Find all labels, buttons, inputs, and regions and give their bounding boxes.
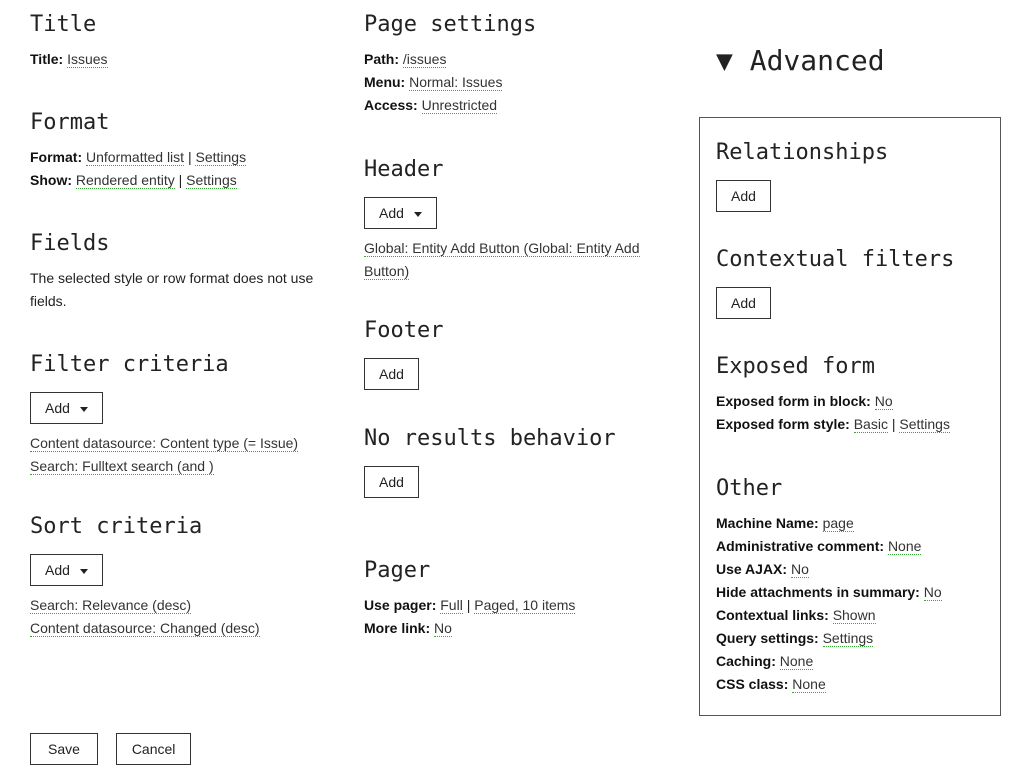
label: Exposed form style: <box>716 416 850 432</box>
section-heading: No results behavior <box>364 426 616 451</box>
sort-item[interactable]: Search: Relevance (desc) <box>30 597 192 613</box>
contextual-filters-section <box>716 247 954 327</box>
section-heading: Other <box>716 476 783 501</box>
label: Use AJAX: <box>716 561 788 577</box>
label: Administrative comment: <box>716 538 885 554</box>
label: Contextual links: <box>716 607 829 623</box>
exposed-block-link[interactable]: No <box>874 393 893 409</box>
label: Menu: <box>364 74 406 90</box>
label: Hide attachments in summary: <box>716 584 920 600</box>
query-settings-link[interactable]: Settings <box>822 630 874 646</box>
section-heading: Title <box>30 12 97 37</box>
title-link[interactable]: Issues <box>67 51 108 67</box>
sort-section <box>30 514 260 640</box>
section-heading: Relationships <box>716 140 889 165</box>
label: Path: <box>364 51 399 67</box>
separator: | <box>887 416 900 432</box>
separator: | <box>184 149 196 165</box>
other-section <box>716 476 942 696</box>
header-item[interactable]: Global: Entity Add Button (Global: Entity Add Button) <box>364 240 640 279</box>
title-section <box>30 12 108 71</box>
label: More link: <box>364 620 431 636</box>
add-no-results-button[interactable]: Add <box>364 466 419 498</box>
filter-item[interactable]: Content datasource: Content type (= Issue) <box>30 435 299 451</box>
caret-down-icon <box>80 407 88 412</box>
format-link[interactable]: Unformatted list <box>86 149 185 165</box>
section-heading: Sort criteria <box>30 514 203 539</box>
more-link[interactable]: No <box>434 620 452 636</box>
menu-link[interactable]: Normal: Issues <box>409 74 503 90</box>
contextual-links-link[interactable]: Shown <box>832 607 876 623</box>
format-settings-link[interactable]: Settings <box>195 149 247 165</box>
section-heading: Filter criteria <box>30 352 229 377</box>
exposed-style-link[interactable]: Basic <box>853 416 888 432</box>
fields-note: The selected style or row format does not use fields. <box>30 270 314 309</box>
show-link[interactable]: Rendered entity <box>75 172 175 188</box>
label: Use pager: <box>364 597 437 613</box>
section-heading: Header <box>364 157 444 182</box>
add-contextual-filter-button[interactable]: Add <box>716 287 771 319</box>
sort-item[interactable]: Content datasource: Changed (desc) <box>30 620 260 636</box>
label: Machine Name: <box>716 515 819 531</box>
section-heading: Format <box>30 110 110 135</box>
caching-link[interactable]: None <box>779 653 814 669</box>
show-settings-link[interactable]: Settings <box>186 172 237 188</box>
section-heading: Contextual filters <box>716 247 955 272</box>
filter-section <box>30 352 298 478</box>
footer-section <box>364 318 443 398</box>
form-actions <box>30 729 191 773</box>
cancel-button[interactable]: Cancel <box>116 733 192 765</box>
save-button[interactable]: Save <box>30 733 98 765</box>
hide-attachments-link[interactable]: No <box>923 584 942 600</box>
add-footer-button[interactable]: Add <box>364 358 419 390</box>
separator: | <box>462 597 475 613</box>
css-class-link[interactable]: None <box>792 676 826 692</box>
label: Title: <box>30 51 64 67</box>
section-heading: Exposed form <box>716 354 875 379</box>
admin-comment-link[interactable]: None <box>887 538 922 554</box>
label: Exposed form in block: <box>716 393 871 409</box>
add-relationship-button[interactable]: Add <box>716 180 771 212</box>
use-ajax-link[interactable]: No <box>790 561 809 577</box>
exposed-form-section <box>716 354 950 436</box>
button-label: Add <box>379 205 404 221</box>
machine-name-link[interactable]: page <box>822 515 854 531</box>
pager-link[interactable]: Full <box>440 597 463 613</box>
filter-item[interactable]: Search: Fulltext search (and ) <box>30 458 214 474</box>
path-link[interactable]: /issues <box>402 51 447 67</box>
label: CSS class: <box>716 676 789 692</box>
button-label: Add <box>45 400 70 416</box>
advanced-toggle[interactable]: ▼ Advanced <box>716 44 885 77</box>
section-heading: Pager <box>364 558 431 583</box>
add-sort-button[interactable] <box>30 554 103 586</box>
fields-section <box>30 231 330 313</box>
access-link[interactable]: Unrestricted <box>421 97 498 113</box>
section-heading: Fields <box>30 231 110 256</box>
page-settings-section <box>364 12 536 117</box>
add-header-button[interactable] <box>364 197 437 229</box>
button-label: Add <box>45 562 70 578</box>
label: Caching: <box>716 653 776 669</box>
label: Access: <box>364 97 418 113</box>
label: Show: <box>30 172 72 188</box>
separator: | <box>174 172 187 188</box>
section-heading: Page settings <box>364 12 537 37</box>
no-results-section <box>364 426 616 506</box>
caret-down-icon <box>414 212 422 217</box>
label: Format: <box>30 149 83 165</box>
pager-options-link[interactable]: Paged, 10 items <box>474 597 576 613</box>
format-section <box>30 110 246 192</box>
caret-down-icon <box>80 569 88 574</box>
header-section <box>364 157 654 283</box>
pager-section <box>364 558 575 640</box>
section-heading: Footer <box>364 318 444 343</box>
exposed-settings-link[interactable]: Settings <box>899 416 950 432</box>
relationships-section <box>716 140 888 220</box>
label: Query settings: <box>716 630 819 646</box>
add-filter-button[interactable] <box>30 392 103 424</box>
